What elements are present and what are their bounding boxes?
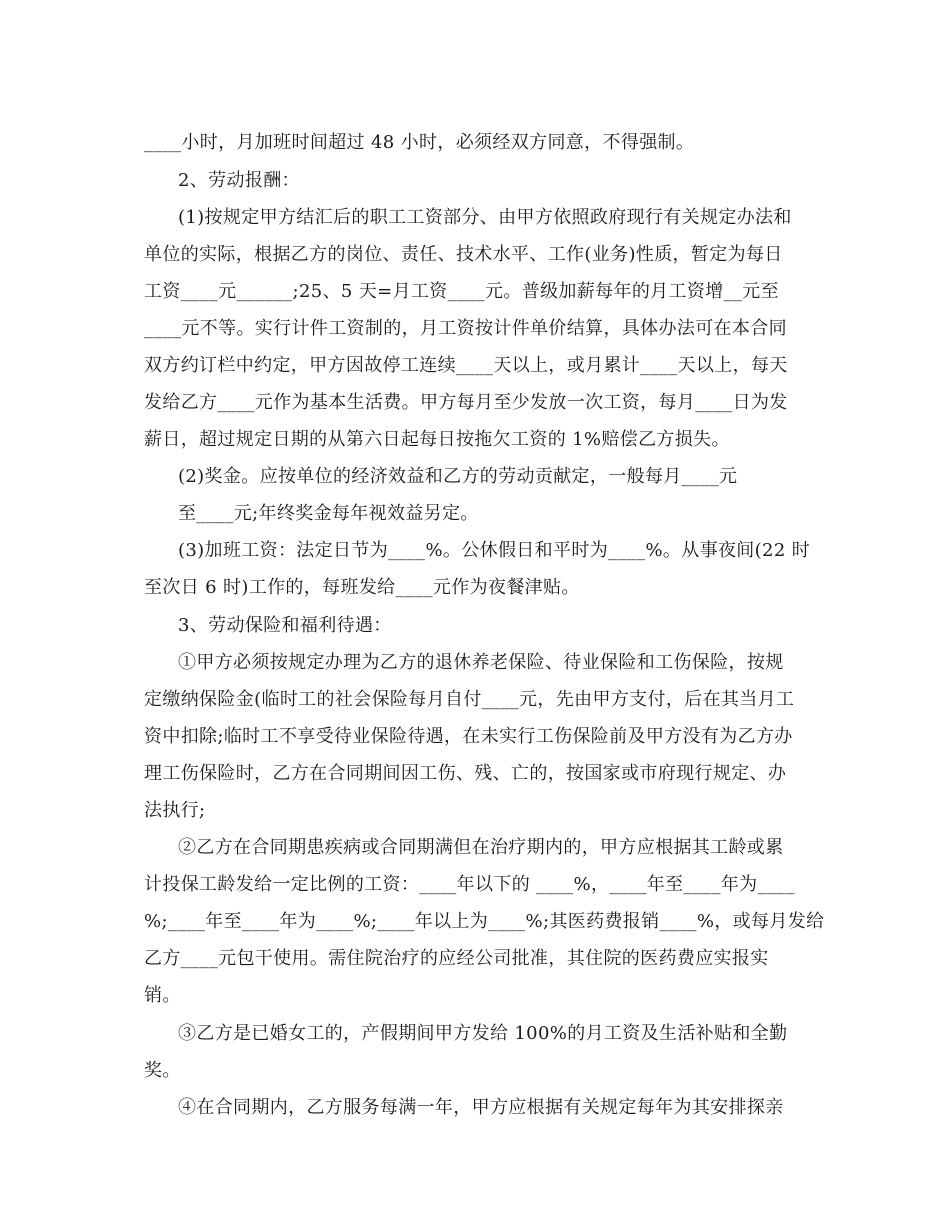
text-line: 计投保工龄发给一定比例的工资：____年以下的 ____%，____年至____年为____ — [144, 874, 795, 895]
text-line: 工资____元______;25、5 天=月工资____元。普级加薪每年的月工资增__元至 — [144, 281, 779, 302]
text-line: ③乙方是已婚女工的，产假期间甲方发给 100%的月工资及生活补贴和全勤 — [178, 1023, 788, 1044]
text-line: (2)奖金。应按单位的经济效益和乙方的劳动贡献定，一般每月____元 — [178, 466, 738, 487]
text-line: ④在合同期内，乙方服务每满一年，甲方应根据有关规定每年为其安排探亲 — [178, 1097, 784, 1118]
text-line: %;____年至____年为____%;____年以上为____%;其医药费报销____%，或每月发给 — [144, 911, 825, 932]
text-line: 至____元;年终奖金每年视效益另定。 — [178, 503, 479, 524]
text-line: 至次日 6 时)工作的，每班发给____元作为夜餐津贴。 — [144, 577, 580, 598]
text-line: 薪日，超过规定日期的从第六日起每日按拖欠工资的 1%赔偿乙方损失。 — [144, 429, 730, 450]
text-line: 法执行; — [144, 800, 206, 821]
text-line: 2、劳动报酬： — [178, 170, 300, 191]
text-line: 乙方____元包干使用。需住院治疗的应经公司批准，其住院的医药费应实报实 — [144, 948, 769, 969]
text-line: 理工伤保险时，乙方在合同期间因工伤、残、亡的，按国家或市府现行规定、办 — [144, 763, 787, 784]
text-line: 资中扣除;临时工不享受待业保险待遇，在未实行工伤保险前及甲方没有为乙方办 — [144, 726, 793, 747]
text-line: ____元不等。实行计件工资制的，月工资按计件单价结算，具体办法可在本合同 — [144, 318, 787, 339]
text-line: 双方约订栏中约定，甲方因故停工连续____天以上，或月累计____天以上，每天 — [144, 355, 788, 376]
text-line: ____小时，月加班时间超过 48 小时，必须经双方同意，不得强制。 — [144, 132, 695, 153]
text-line: (1)按规定甲方结汇后的职工工资部分、由甲方依照政府现行有关规定办法和 — [178, 207, 792, 228]
text-line: 单位的实际，根据乙方的岗位、责任、技术水平、工作(业务)性质，暂定为每日 — [144, 244, 783, 265]
text-line: ①甲方必须按规定办理为乙方的退休养老保险、待业保险和工伤保险，按规 — [178, 652, 784, 673]
text-line: 销。 — [144, 985, 181, 1006]
text-line: 定缴纳保险金(临时工的社会保险每月自付____元，先由甲方支付，后在其当月工 — [144, 689, 795, 710]
text-line: ②乙方在合同期患疾病或合同期满但在治疗期内的，甲方应根据其工龄或累 — [178, 837, 784, 858]
text-line: 3、劳动保险和福利待遇： — [178, 615, 392, 636]
text-line: 奖。 — [144, 1060, 181, 1081]
text-line: (3)加班工资：法定日节为____%。公休假日和平时为____%。从事夜间(22 时 — [178, 540, 811, 561]
text-line: 发给乙方____元作为基本生活费。甲方每月至少发放一次工资，每月____日为发 — [144, 392, 788, 413]
